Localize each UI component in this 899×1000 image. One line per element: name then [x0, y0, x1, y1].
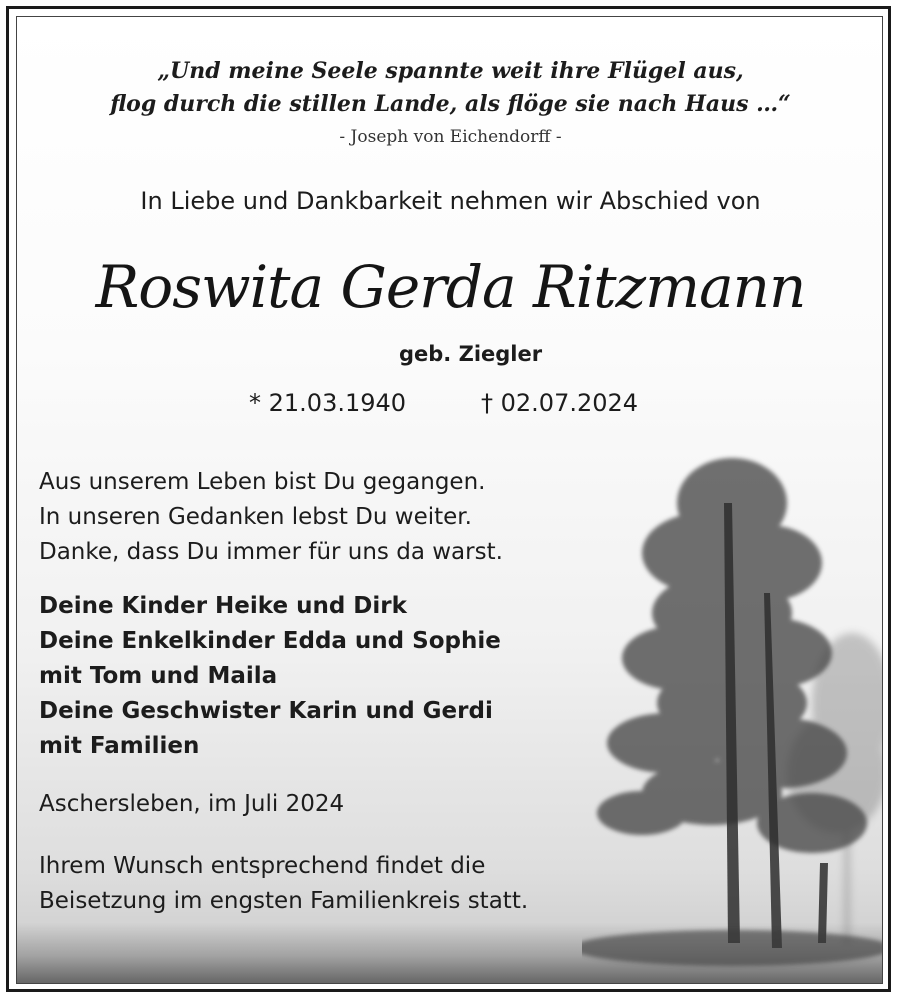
verse-line: Danke, dass Du immer für uns da warst. — [39, 539, 503, 565]
quote-line-2: flog durch die stillen Lande, als flöge sie nach Haus …“ — [110, 91, 791, 117]
foggy-trees-image — [582, 443, 882, 983]
mourners-list — [39, 589, 501, 764]
notice-panel — [16, 16, 883, 984]
memorial-verse — [39, 465, 503, 570]
mourner-line: Deine Geschwister Karin und Gerdi — [39, 698, 493, 724]
funeral-note-line: Ihrem Wunsch entsprechend findet die — [39, 853, 486, 879]
maiden-name: geb. Ziegler — [399, 342, 543, 366]
verse-line: In unseren Gedanken lebst Du weiter. — [39, 504, 472, 530]
quote-line-1: „Und meine Seele spannte weit ihre Flügel aus, — [157, 58, 744, 84]
mourner-line: mit Tom und Maila — [39, 663, 278, 689]
verse-line: Aus unserem Leben bist Du gegangen. — [39, 469, 486, 495]
funeral-note — [39, 849, 528, 919]
deceased-name: Roswita Gerda Ritzmann — [95, 253, 806, 321]
mourner-line: Deine Enkelkinder Edda und Sophie — [39, 628, 501, 654]
farewell-intro: In Liebe und Dankbarkeit nehmen wir Abschied von — [140, 187, 761, 215]
mourner-line: Deine Kinder Heike und Dirk — [39, 593, 407, 619]
quote-author: - Joseph von Eichendorff - — [339, 127, 562, 147]
birth-date: * 21.03.1940 — [249, 389, 407, 417]
death-date: † 02.07.2024 — [481, 389, 639, 417]
mourner-line: mit Familien — [39, 733, 200, 759]
funeral-note-line: Beisetzung im engsten Familienkreis statt. — [39, 888, 529, 914]
eichendorff-quote — [17, 55, 883, 121]
place-and-date: Aschersleben, im Juli 2024 — [39, 791, 345, 817]
